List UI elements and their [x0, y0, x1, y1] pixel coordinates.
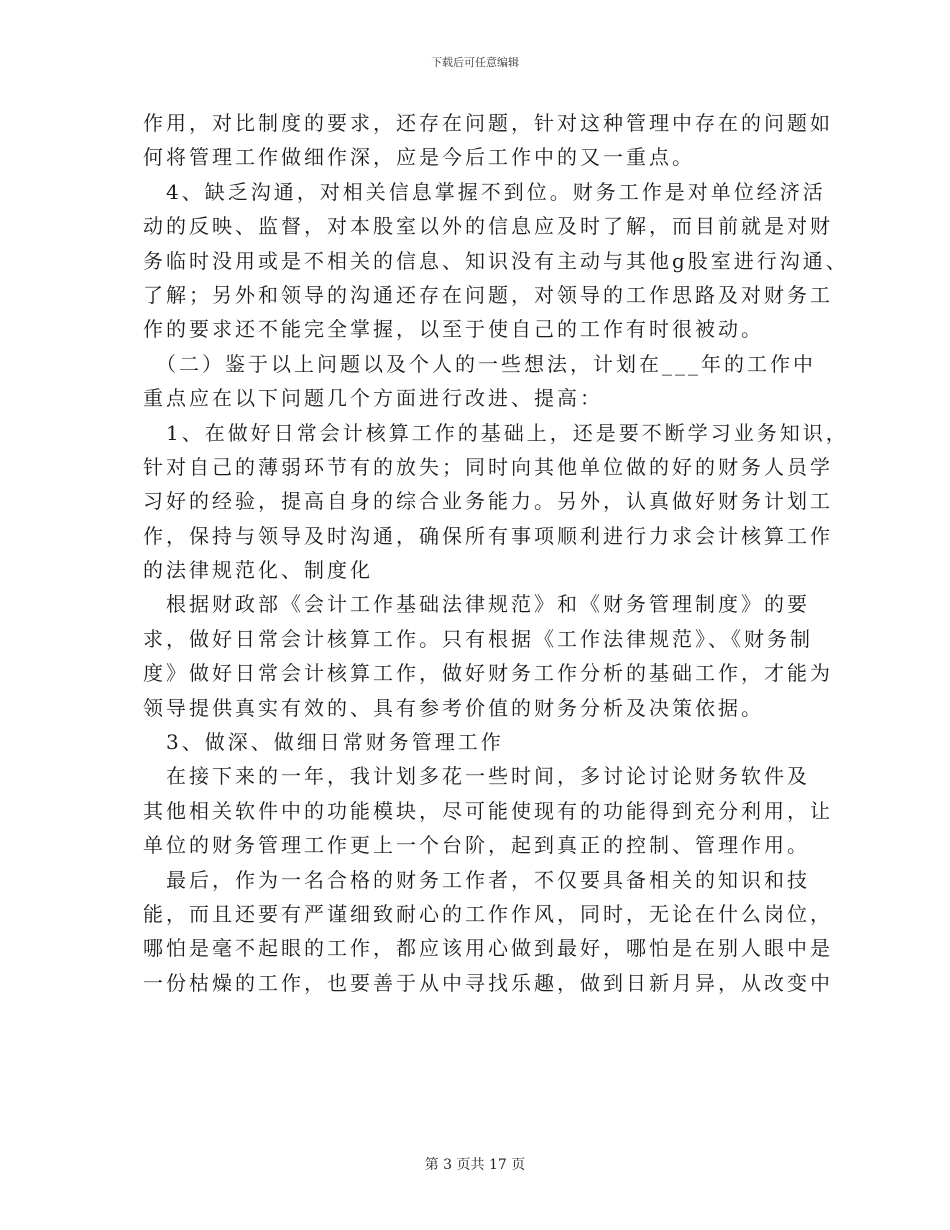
- body-line: 重点应在以下问题几个方面进行改进、提高：: [143, 386, 603, 411]
- body-line: 3、做深、做细日常财务管理工作: [143, 730, 504, 755]
- body-line: 务临时没用或是不相关的信息、知识没有主动与其他g股室进行沟通、: [143, 248, 849, 273]
- page-footer: 第 3 页共 17 页: [424, 1157, 526, 1173]
- body-line: 何将管理工作做细作深，应是今后工作中的又一重点。: [143, 145, 695, 170]
- body-line: 4、缺乏沟通，对相关信息掌握不到位。财务工作是对单位经济活: [143, 179, 826, 204]
- body-line: 领导提供真实有效的、具有参考价值的财务分析及决策依据。: [143, 695, 764, 720]
- body-line: 最后，作为一名合格的财务工作者，不仅要具备相关的知识和技: [143, 867, 810, 892]
- body-line: 一份枯燥的工作，也要善于从中寻找乐趣，做到日新月异，从改变中: [143, 970, 833, 995]
- body-line: 能，而且还要有严谨细致耐心的工作作风，同时，无论在什么岗位，: [143, 901, 833, 926]
- body-line: 动的反映、监督，对本股室以外的信息应及时了解，而目前就是对财: [143, 214, 833, 239]
- body-line: 作，保持与领导及时沟通，确保所有事项顺利进行力求会计核算工作: [143, 523, 833, 548]
- body-line: 的法律规范化、制度化: [143, 558, 373, 583]
- body-line: 单位的财务管理工作更上一个台阶，起到真正的控制、管理作用。: [143, 833, 810, 858]
- body-line: 习好的经验，提高自身的综合业务能力。另外，认真做好财务计划工: [143, 489, 833, 514]
- body-line: 度》做好日常会计核算工作，做好财务工作分析的基础工作，才能为: [143, 661, 833, 686]
- body-line: 了解；另外和领导的沟通还存在问题，对领导的工作思路及对财务工: [143, 282, 833, 307]
- body-line: 作用，对比制度的要求，还存在问题，针对这种管理中存在的问题如: [143, 111, 833, 135]
- body-line: 根据财政部《会计工作基础法律规范》和《财务管理制度》的要: [143, 592, 810, 617]
- body-line: 针对自己的薄弱环节有的放失；同时向其他单位做的好的财务人员学: [143, 454, 833, 479]
- body-line: 作的要求还不能完全掌握，以至于使自己的工作有时很被动。: [143, 317, 764, 342]
- page-header: 下载后可任意编辑: [431, 56, 519, 69]
- body-line: 求，做好日常会计核算工作。只有根据《工作法律规范》、《财务制: [143, 626, 813, 651]
- body-line: 其他相关软件中的功能模块，尽可能使现有的功能得到充分利用，让: [143, 798, 833, 823]
- body-line: （二）鉴于以上问题以及个人的一些想法，计划在___年的工作中: [143, 351, 816, 376]
- document-body: [143, 106, 849, 1000]
- body-line: 在接下来的一年，我计划多花一些时间，多讨论讨论财务软件及: [143, 764, 810, 789]
- body-line: 1、在做好日常会计核算工作的基础上，还是要不断学习业务知识，: [143, 420, 849, 445]
- body-line: 哪怕是毫不起眼的工作，都应该用心做到最好，哪怕是在别人眼中是: [143, 936, 833, 961]
